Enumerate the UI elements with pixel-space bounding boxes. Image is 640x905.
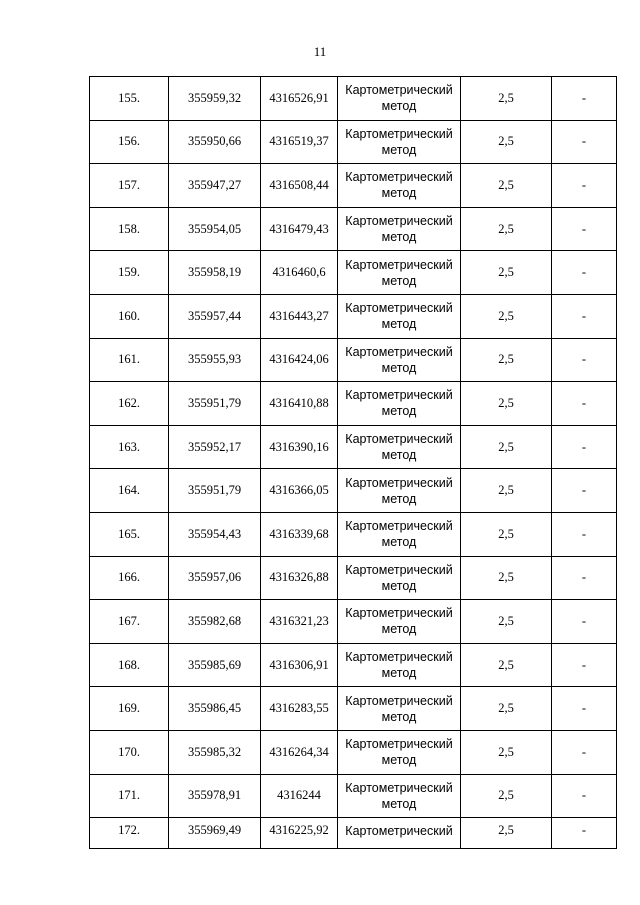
accuracy-cell: 2,5 [461, 512, 552, 556]
x-coordinate-cell: 355950,66 [169, 120, 261, 164]
method-line-1: Картометрический [345, 519, 453, 534]
method-cell [338, 818, 461, 849]
point-number-cell: 155. [90, 77, 169, 121]
method-line-2: метод [381, 99, 417, 114]
y-coordinate-cell: 4316526,91 [261, 77, 338, 121]
accuracy-cell: 2,5 [461, 730, 552, 774]
x-coordinate-cell: 355985,69 [169, 643, 261, 687]
table-row [90, 251, 617, 295]
method-line-2: метод [381, 230, 417, 245]
table-row [90, 77, 617, 121]
method-cell [338, 643, 461, 687]
accuracy-cell: 2,5 [461, 774, 552, 818]
accuracy-cell: 2,5 [461, 687, 552, 731]
y-coordinate-cell: 4316244 [261, 774, 338, 818]
description-cell: - [552, 382, 617, 426]
method-line-2: метод [381, 535, 417, 550]
method-line-2: метод [381, 360, 417, 375]
accuracy-cell: 2,5 [461, 382, 552, 426]
x-coordinate-cell: 355947,27 [169, 164, 261, 208]
table-row [90, 687, 617, 731]
x-coordinate-cell: 355952,17 [169, 425, 261, 469]
table-row [90, 556, 617, 600]
y-coordinate-cell: 4316479,43 [261, 207, 338, 251]
x-coordinate-cell: 355954,43 [169, 512, 261, 556]
x-coordinate-cell: 355957,06 [169, 556, 261, 600]
y-coordinate-cell: 4316264,34 [261, 730, 338, 774]
method-cell [338, 556, 461, 600]
method-cell [338, 512, 461, 556]
accuracy-cell: 2,5 [461, 120, 552, 164]
method-line-2: метод [381, 448, 417, 463]
point-number-cell: 156. [90, 120, 169, 164]
table-row [90, 512, 617, 556]
method-line-1: Картометрический [345, 257, 453, 272]
point-number-cell: 171. [90, 774, 169, 818]
y-coordinate-cell: 4316283,55 [261, 687, 338, 731]
point-number-cell: 167. [90, 600, 169, 644]
description-cell: - [552, 294, 617, 338]
x-coordinate-cell: 355954,05 [169, 207, 261, 251]
description-cell: - [552, 643, 617, 687]
point-number-cell: 172. [90, 818, 169, 849]
x-coordinate-cell: 355955,93 [169, 338, 261, 382]
x-coordinate-cell: 355959,32 [169, 77, 261, 121]
y-coordinate-cell: 4316410,88 [261, 382, 338, 426]
description-cell: - [552, 818, 617, 849]
description-cell: - [552, 687, 617, 731]
description-cell: - [552, 77, 617, 121]
method-cell [338, 164, 461, 208]
accuracy-cell: 2,5 [461, 251, 552, 295]
method-line-2: метод [381, 317, 417, 332]
method-cell [338, 120, 461, 164]
method-cell [338, 207, 461, 251]
method-line-1: Картометрический [345, 83, 453, 98]
description-cell: - [552, 469, 617, 513]
y-coordinate-cell: 4316225,92 [261, 818, 338, 849]
x-coordinate-cell: 355985,32 [169, 730, 261, 774]
method-line-2: метод [381, 491, 417, 506]
description-cell: - [552, 164, 617, 208]
x-coordinate-cell: 355957,44 [169, 294, 261, 338]
point-number-cell: 163. [90, 425, 169, 469]
point-number-cell: 166. [90, 556, 169, 600]
accuracy-cell: 2,5 [461, 294, 552, 338]
table-body [90, 77, 617, 849]
x-coordinate-cell: 355951,79 [169, 469, 261, 513]
y-coordinate-cell: 4316508,44 [261, 164, 338, 208]
method-cell [338, 730, 461, 774]
method-line-2: метод [381, 666, 417, 681]
table-row [90, 469, 617, 513]
point-number-cell: 169. [90, 687, 169, 731]
method-line-1: Картометрический [345, 780, 453, 795]
point-number-cell: 161. [90, 338, 169, 382]
method-line-1: Картометрический [345, 170, 453, 185]
y-coordinate-cell: 4316390,16 [261, 425, 338, 469]
method-line-1: Картометрический [345, 126, 453, 141]
table-row [90, 774, 617, 818]
description-cell: - [552, 120, 617, 164]
method-cell [338, 251, 461, 295]
method-line-1: Картометрический [345, 475, 453, 490]
point-number-cell: 160. [90, 294, 169, 338]
accuracy-cell: 2,5 [461, 425, 552, 469]
table-row [90, 600, 617, 644]
x-coordinate-cell: 355986,45 [169, 687, 261, 731]
method-cell [338, 338, 461, 382]
point-number-cell: 165. [90, 512, 169, 556]
method-line-1: Картометрический [345, 388, 453, 403]
description-cell: - [552, 730, 617, 774]
method-line-2: метод [381, 404, 417, 419]
method-line-2: метод [381, 622, 417, 637]
description-cell: - [552, 774, 617, 818]
accuracy-cell: 2,5 [461, 556, 552, 600]
table-row [90, 730, 617, 774]
y-coordinate-cell: 4316460,6 [261, 251, 338, 295]
method-cell [338, 294, 461, 338]
method-line-2: метод [381, 273, 417, 288]
method-line-2: метод [381, 753, 417, 768]
table-row [90, 643, 617, 687]
table-row [90, 164, 617, 208]
method-line-2: метод [381, 142, 417, 157]
method-line-1: Картометрический [345, 693, 453, 708]
x-coordinate-cell: 355958,19 [169, 251, 261, 295]
table-row [90, 120, 617, 164]
method-cell [338, 774, 461, 818]
accuracy-cell: 2,5 [461, 643, 552, 687]
accuracy-cell: 2,5 [461, 338, 552, 382]
method-cell [338, 469, 461, 513]
method-line-1: Картометрический [345, 737, 453, 752]
method-line-2: метод [381, 186, 417, 201]
accuracy-cell: 2,5 [461, 77, 552, 121]
accuracy-cell: 2,5 [461, 469, 552, 513]
accuracy-cell: 2,5 [461, 818, 552, 849]
method-line-2: метод [381, 709, 417, 724]
point-number-cell: 162. [90, 382, 169, 426]
point-number-cell: 170. [90, 730, 169, 774]
method-cell [338, 382, 461, 426]
method-line-1: Картометрический [345, 214, 453, 229]
description-cell: - [552, 207, 617, 251]
method-line-1: Картометрический [345, 824, 453, 839]
table-row [90, 425, 617, 469]
x-coordinate-cell: 355951,79 [169, 382, 261, 426]
y-coordinate-cell: 4316519,37 [261, 120, 338, 164]
y-coordinate-cell: 4316326,88 [261, 556, 338, 600]
method-line-1: Картометрический [345, 344, 453, 359]
description-cell: - [552, 512, 617, 556]
y-coordinate-cell: 4316443,27 [261, 294, 338, 338]
table-row [90, 207, 617, 251]
y-coordinate-cell: 4316424,06 [261, 338, 338, 382]
method-line-1: Картометрический [345, 606, 453, 621]
point-number-cell: 157. [90, 164, 169, 208]
table-row [90, 382, 617, 426]
table-row [90, 338, 617, 382]
x-coordinate-cell: 355978,91 [169, 774, 261, 818]
method-line-1: Картометрический [345, 301, 453, 316]
y-coordinate-cell: 4316306,91 [261, 643, 338, 687]
point-number-cell: 159. [90, 251, 169, 295]
point-number-cell: 164. [90, 469, 169, 513]
accuracy-cell: 2,5 [461, 207, 552, 251]
description-cell: - [552, 425, 617, 469]
method-cell [338, 687, 461, 731]
description-cell: - [552, 556, 617, 600]
method-line-1: Картометрический [345, 562, 453, 577]
table-row [90, 818, 617, 849]
method-line-2: метод [381, 796, 417, 811]
accuracy-cell: 2,5 [461, 164, 552, 208]
method-cell [338, 600, 461, 644]
page-number: 11 [313, 44, 327, 59]
point-number-cell: 168. [90, 643, 169, 687]
accuracy-cell: 2,5 [461, 600, 552, 644]
description-cell: - [552, 600, 617, 644]
method-cell [338, 425, 461, 469]
method-cell [338, 77, 461, 121]
point-number-cell: 158. [90, 207, 169, 251]
y-coordinate-cell: 4316366,05 [261, 469, 338, 513]
x-coordinate-cell: 355982,68 [169, 600, 261, 644]
table-row [90, 294, 617, 338]
method-line-1: Картометрический [345, 432, 453, 447]
description-cell: - [552, 338, 617, 382]
x-coordinate-cell: 355969,49 [169, 818, 261, 849]
method-line-2: метод [381, 578, 417, 593]
method-line-1: Картометрический [345, 650, 453, 665]
y-coordinate-cell: 4316339,68 [261, 512, 338, 556]
coordinates-table [89, 76, 617, 849]
description-cell: - [552, 251, 617, 295]
y-coordinate-cell: 4316321,23 [261, 600, 338, 644]
